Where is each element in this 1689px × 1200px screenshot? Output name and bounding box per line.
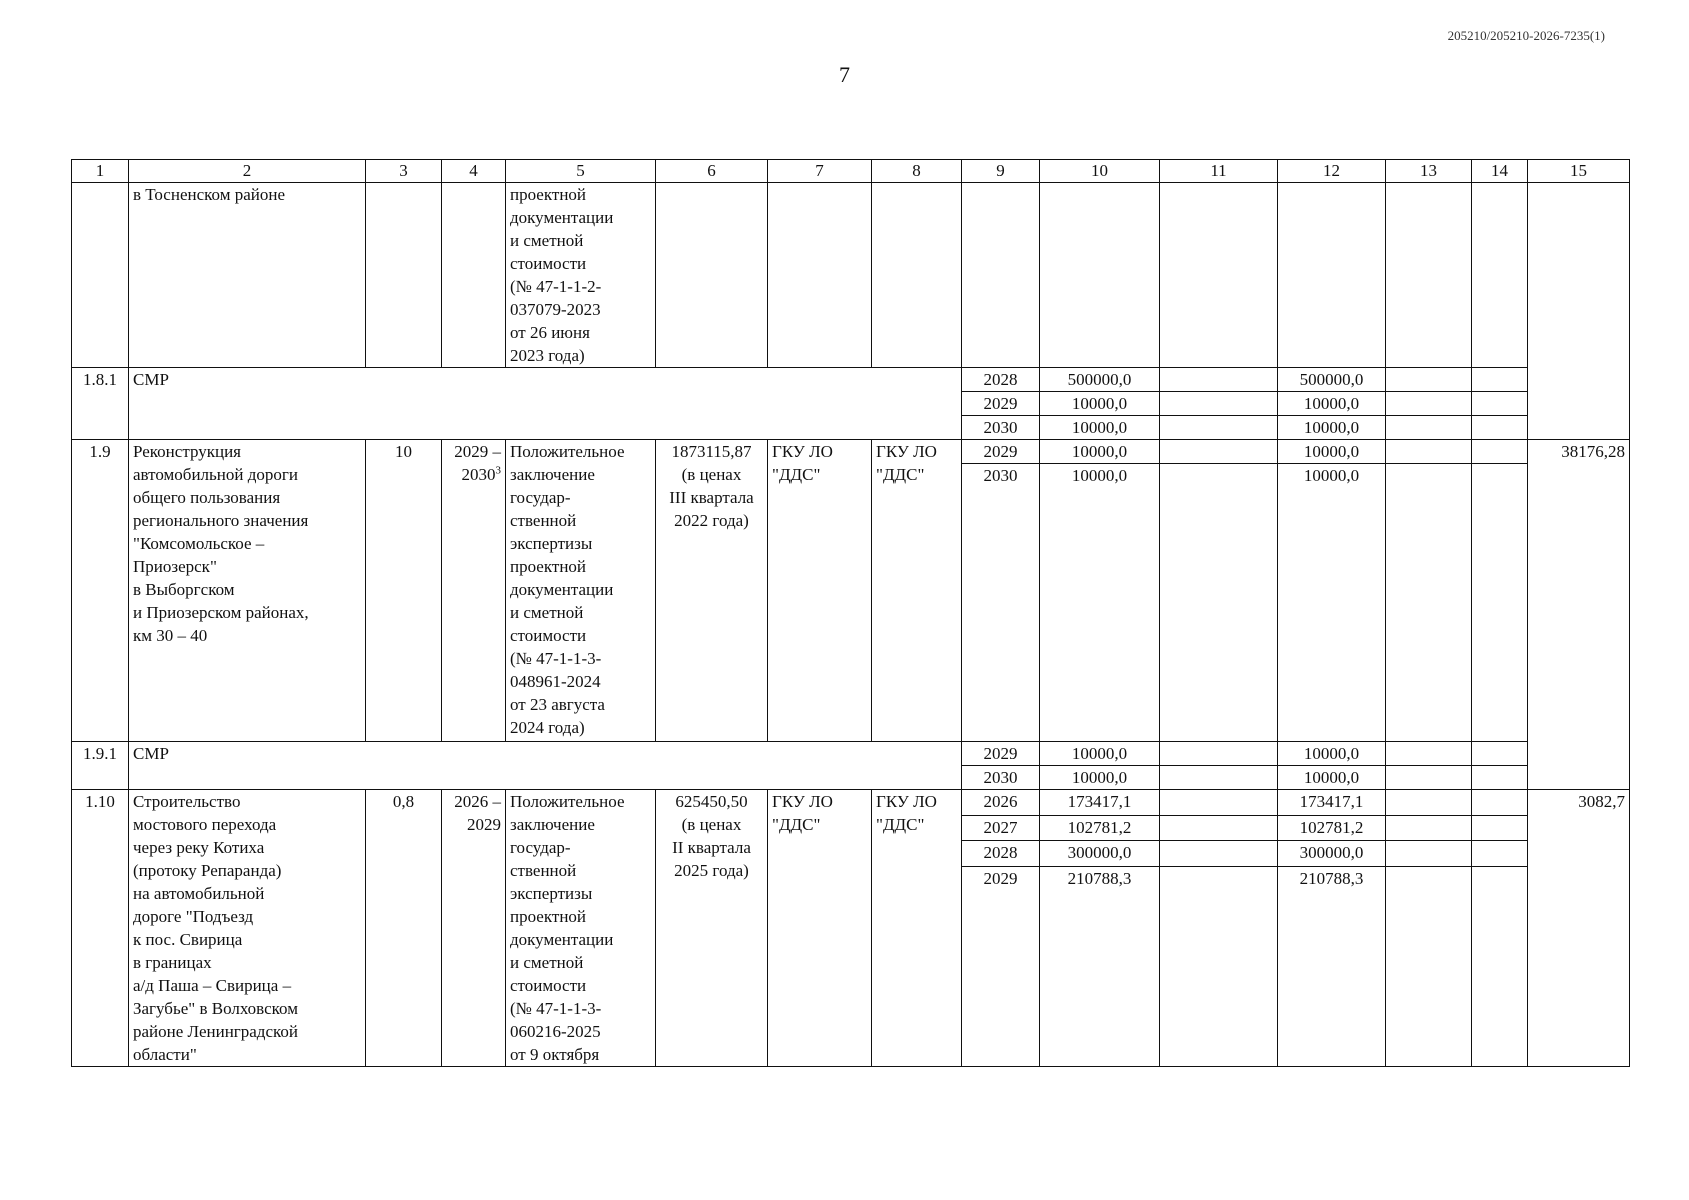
header-cell: 10: [1040, 160, 1160, 183]
header-cell: 8: [872, 160, 962, 183]
table-cell: [1472, 742, 1528, 766]
table-cell: [1386, 866, 1472, 1066]
table-cell: [1386, 742, 1472, 766]
table-cell: [1386, 392, 1472, 416]
amount-cell: 10000,0: [1040, 766, 1160, 790]
table-row: [72, 368, 1630, 392]
developer-cell: ГКУ ЛО "ДДС": [872, 440, 962, 742]
table-cell: [1472, 790, 1528, 816]
header-cell: 7: [768, 160, 872, 183]
budget-table: [71, 159, 1630, 1067]
table-cell: [1472, 841, 1528, 867]
header-cell: 12: [1278, 160, 1386, 183]
table-cell: [1472, 368, 1528, 392]
header-cell: 15: [1528, 160, 1630, 183]
table-cell: [1160, 183, 1278, 368]
amount-cell: 102781,2: [1040, 815, 1160, 841]
customer-cell: ГКУ ЛО "ДДС": [768, 440, 872, 742]
table-cell: [1472, 416, 1528, 440]
work-type-cell: СМР: [129, 742, 962, 790]
header-cell: 11: [1160, 160, 1278, 183]
estimated-cost-cell: 1873115,87 (в ценах III квартала 2022 года): [656, 440, 768, 742]
amount-cell: 500000,0: [1278, 368, 1386, 392]
table-cell: [1472, 815, 1528, 841]
balance-cell: 38176,28: [1528, 440, 1630, 790]
table-cell: [1386, 841, 1472, 867]
table-cell: [1386, 464, 1472, 742]
amount-cell: 10000,0: [1278, 392, 1386, 416]
row-number-cell: 1.9.1: [72, 742, 129, 790]
period-end: 2030: [461, 465, 496, 484]
table-cell: [1386, 183, 1472, 368]
header-cell: 9: [962, 160, 1040, 183]
amount-cell: 102781,2: [1278, 815, 1386, 841]
header-cell: 13: [1386, 160, 1472, 183]
table-cell: [1160, 416, 1278, 440]
amount-cell: 210788,3: [1278, 866, 1386, 1066]
table-cell: [872, 183, 962, 368]
year-cell: 2030: [962, 416, 1040, 440]
period-cell: [442, 440, 506, 742]
amount-cell: 10000,0: [1278, 742, 1386, 766]
table-cell: [1040, 183, 1160, 368]
header-cell: 3: [366, 160, 442, 183]
period-cell: [442, 790, 506, 1067]
amount-cell: 300000,0: [1278, 841, 1386, 867]
table-cell: [656, 183, 768, 368]
estimated-cost-cell: 625450,50 (в ценах II квартала 2025 года): [656, 790, 768, 1067]
expertise-cell: проектной документации и сметной стоимости (№ 47-1-1-2- 037079-2023 от 26 июня 2023 года): [506, 183, 656, 368]
row-number-cell: 1.10: [72, 790, 129, 1067]
header-cell: 4: [442, 160, 506, 183]
table-cell: [1386, 766, 1472, 790]
header-cell: 5: [506, 160, 656, 183]
table-cell: [366, 183, 442, 368]
period-start: 2026 –: [454, 792, 501, 811]
customer-cell: ГКУ ЛО "ДДС": [768, 790, 872, 1067]
table-cell: [1472, 464, 1528, 742]
header-cell: 1: [72, 160, 129, 183]
amount-cell: 10000,0: [1040, 392, 1160, 416]
table-cell: [1160, 742, 1278, 766]
amount-cell: 210788,3: [1040, 866, 1160, 1066]
footnote-mark: 3: [495, 464, 501, 477]
year-cell: 2029: [962, 866, 1040, 1066]
table-cell: [1472, 440, 1528, 464]
amount-cell: 10000,0: [1040, 440, 1160, 464]
table-cell: [1386, 416, 1472, 440]
row-number-cell: 1.9: [72, 440, 129, 742]
amount-cell: 300000,0: [1040, 841, 1160, 867]
expertise-cell: Положительное заключение государ- ственной экспертизы проектной документации и сметной стоимости (№ 47-1-1-3- 048961-2024 от 23 августа 2024 года): [506, 440, 656, 742]
table-cell: [1160, 841, 1278, 867]
table-cell: [962, 183, 1040, 368]
table-cell: [442, 183, 506, 368]
year-cell: 2029: [962, 742, 1040, 766]
amount-cell: 10000,0: [1040, 416, 1160, 440]
document-registration-number: 205210/205210-2026-7235(1): [1447, 28, 1605, 43]
amount-cell: 500000,0: [1040, 368, 1160, 392]
table-cell: [1160, 392, 1278, 416]
year-cell: 2030: [962, 464, 1040, 742]
work-type-cell: СМР: [129, 368, 962, 440]
year-cell: 2028: [962, 368, 1040, 392]
header-cell: 14: [1472, 160, 1528, 183]
table-cell: [1386, 815, 1472, 841]
object-name-cell: Строительство мостового перехода через реку Котиха (протоку Репаранда) на автомобильной дороге "Подъезд к пос. Свирица в границах а/д Паша – Свирица – Загубье" в Волховском районе Ленинградской области": [129, 790, 366, 1067]
amount-cell: 173417,1: [1278, 790, 1386, 816]
table-cell: [1386, 440, 1472, 464]
capacity-cell: 10: [366, 440, 442, 742]
amount-cell: 10000,0: [1278, 416, 1386, 440]
balance-cell: 3082,7: [1528, 790, 1630, 1067]
table-cell: [1160, 368, 1278, 392]
year-cell: 2029: [962, 392, 1040, 416]
table-cell: [1472, 392, 1528, 416]
object-name-cell: Реконструкция автомобильной дороги общего пользования регионального значения "Комсомольское – Приозерск" в Выборгском и Приозерском районах, км 30 – 40: [129, 440, 366, 742]
table-row: [72, 440, 1630, 464]
table-cell: [72, 183, 129, 368]
table-cell: [1160, 440, 1278, 464]
table-cell: [1160, 866, 1278, 1066]
expertise-cell: Положительное заключение государ- ственной экспертизы проектной документации и сметной стоимости (№ 47-1-1-3- 060216-2025 от 9 октября: [506, 790, 656, 1067]
amount-cell: 10000,0: [1040, 464, 1160, 742]
capacity-cell: 0,8: [366, 790, 442, 1067]
table-row: [72, 742, 1630, 766]
developer-cell: ГКУ ЛО "ДДС": [872, 790, 962, 1067]
table-cell: [1278, 183, 1386, 368]
year-cell: 2029: [962, 440, 1040, 464]
table-cell: [1386, 368, 1472, 392]
header-cell: 6: [656, 160, 768, 183]
header-cell: 2: [129, 160, 366, 183]
amount-cell: 10000,0: [1278, 464, 1386, 742]
year-cell: 2028: [962, 841, 1040, 867]
amount-cell: 10000,0: [1278, 440, 1386, 464]
column-number-header-row: [72, 160, 1630, 183]
amount-cell: 10000,0: [1040, 742, 1160, 766]
table-cell: [1160, 464, 1278, 742]
table-cell: [1386, 790, 1472, 816]
page-number: 7: [839, 62, 850, 87]
period-start: 2029 –: [454, 442, 501, 461]
table-cell: [1528, 183, 1630, 440]
row-number-cell: 1.8.1: [72, 368, 129, 440]
year-cell: 2027: [962, 815, 1040, 841]
table-row: [72, 790, 1630, 816]
period-end: 2029: [467, 815, 501, 834]
table-cell: [1472, 766, 1528, 790]
year-cell: 2030: [962, 766, 1040, 790]
table-cell: [1160, 766, 1278, 790]
table-cell: [1160, 790, 1278, 816]
amount-cell: 173417,1: [1040, 790, 1160, 816]
object-name-cell: в Тосненском районе: [129, 183, 366, 368]
table-cell: [1472, 183, 1528, 368]
amount-cell: 10000,0: [1278, 766, 1386, 790]
table-cell: [1472, 866, 1528, 1066]
table-cell: [768, 183, 872, 368]
table-cell: [1160, 815, 1278, 841]
table-row: [72, 183, 1630, 368]
year-cell: 2026: [962, 790, 1040, 816]
